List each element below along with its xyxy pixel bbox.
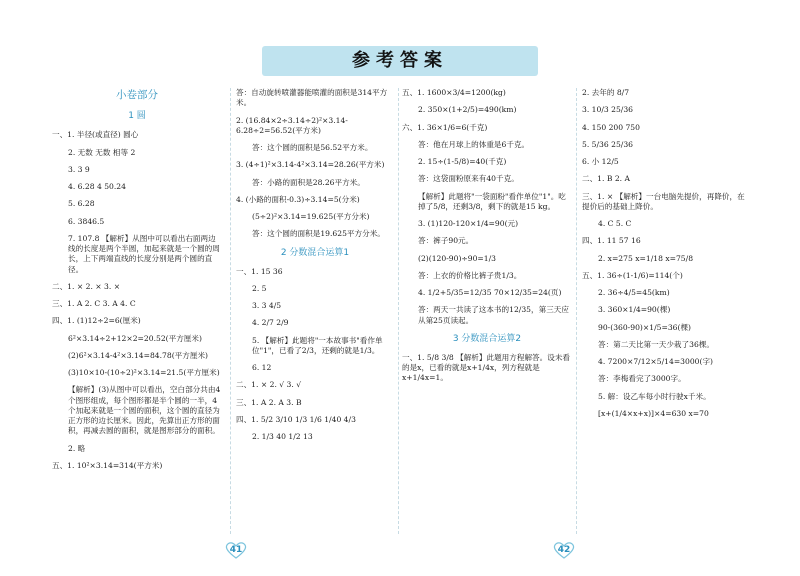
answer-line: 7. 107.8 【解析】从图中可以看出右面两边线的长度是两个半圆，加起来就是一个圆的周长，上下两端直线的长度分别是两个圆的直径。 (68, 233, 220, 274)
column-divider (230, 88, 231, 534)
column-3 (402, 88, 572, 391)
column-divider (576, 88, 577, 534)
unit-title: 3 分数混合运算2 (452, 333, 522, 344)
answer-line: 3. 360×1/4=90(棵) (598, 305, 671, 315)
answer-line: 2. 5 (252, 283, 267, 293)
answer-line: 5. 【解析】此题将"一本故事书"看作单位"1"，已看了2/3，还剩的就是1/3。 (252, 335, 383, 355)
answer-line: 答：两天一共读了这本书的12/35，第三天应从第25页读起。 (418, 305, 569, 325)
answer-line: 5. 解：设乙车每小时行驶x千米。 (598, 391, 711, 401)
answer-line: 四、1. (1)12÷2=6(厘米) (52, 316, 141, 326)
answer-line: 四、1. 5/2 3/10 1/3 1/6 1/40 4/3 (236, 414, 356, 424)
column-1 (52, 88, 222, 478)
answer-line: 三、1. A 2. C 3. A 4. C (52, 299, 136, 309)
answer-line: 答：这个圆的面积是19.625平方分米。 (252, 229, 385, 239)
answer-line: 一、1. 15 36 (236, 266, 283, 276)
answer-line: 3. (1)120-120×1/4=90(元) (418, 219, 519, 228)
answer-line: 答：这个圆的面积是56.52平方米。 (252, 143, 373, 152)
answer-line: 二、1. B 2. A (582, 174, 630, 184)
answer-line: 【解析】此题将"一袋面粉"看作单位"1"。吃掉了5/8，还剩3/8，剩下的就是15 kg。 (418, 191, 566, 211)
answer-line: [x+(1/4×x+x)]×4=630 x=70 (598, 408, 709, 418)
answer-line: 4. 2/7 2/9 (252, 318, 289, 328)
unit-title: 2 分数混合运算1 (280, 247, 350, 258)
page-number-right (552, 540, 576, 560)
answer-line: 五、1. 36÷(1-1/6)=114(个) (582, 270, 683, 280)
answer-line: 2. 15÷(1-5/8)=40(千克) (418, 157, 507, 166)
answer-line: 6. 3846.5 (68, 216, 105, 226)
answer-line: 答：自动旋转喷灌器能喷灌的面积是314平方米。 (236, 88, 388, 108)
unit-title: 1 圆 (128, 111, 146, 122)
answer-line: 4. C 5. C (598, 219, 632, 228)
answer-line: 一、1. 5/8 3/8 【解析】此题用方程解答。设未看的是x，已看的就是x+1/4x，列方程就是x+1/4x=1。 (402, 352, 571, 383)
answer-line: 三、1. A 2. A 3. B (236, 397, 302, 407)
answer-line: 2. 去年的 8/7 (582, 88, 630, 97)
answer-line: 2. 350×(1+2/5)=490(km) (418, 105, 517, 115)
answer-line: 2. 略 (68, 443, 86, 453)
section-title: 小卷部分 (116, 89, 158, 101)
answer-line: 4. 150 200 750 (582, 122, 640, 132)
answer-line: 答：这袋面粉原来有40千克。 (418, 174, 519, 184)
answer-line: 4. (小路的面积-0.3)÷3.14=5(分米) (236, 194, 360, 204)
answer-line: 3. 3 4/5 (252, 301, 282, 311)
answer-line: (2)6²×3.14-4²×3.14=84.78(平方厘米) (68, 350, 209, 360)
answer-line: 2. x=275 x=1/18 x=75/8 (598, 253, 694, 263)
answer-line: 5. 6.28 (68, 199, 95, 209)
answer-line: 3. (4÷1)²×3.14-4²×3.14=28.26(平方米) (236, 160, 385, 170)
answer-line: 2. 36÷4/5=45(km) (598, 288, 670, 297)
answer-line: (2)(120-90)÷90=1/3 (418, 253, 497, 263)
answer-line: 4. 7200×7/12×5/14=3000(字) (598, 357, 714, 366)
answer-line: 五、1. 10²×3.14=314(平方米) (52, 460, 163, 470)
answer-line: 二、1. × 2. × 3. × (52, 281, 121, 291)
answer-line: 答：小路的面积是28.26平方米。 (252, 177, 365, 187)
answer-line: 答：李梅看完了3000字。 (598, 374, 686, 384)
answer-line: 答：他在月球上的体重是6千克。 (418, 139, 530, 149)
answer-line: 答：上衣的价格比裤子贵1/3。 (418, 270, 522, 280)
page-number-label: 42 (557, 545, 571, 555)
answer-line: 4. 6.28 4 50.24 (68, 182, 126, 192)
answer-line: 【解析】(3)从图中可以看出，空白部分共由4个图形组成，每个图形都是半个圆的一半，4个加起来就是一个圆的面积，这个圆的直径为正方形的边长厘米。因此，先算出正方形的面积，再减去圆的面积，就是图形部分的面积。 (68, 385, 221, 436)
answer-line: 90-(360-90)×1/5=36(棵) (598, 322, 692, 332)
answer-line: 二、1. × 2. √ 3. √ (236, 380, 302, 390)
column-2 (236, 88, 394, 449)
answer-line: 一、1. 半径(或直径) 圆心 (52, 130, 139, 140)
page-number-left (224, 540, 248, 560)
answer-line: 5. 5/36 25/36 (582, 139, 634, 149)
answer-line: 四、1. 11 57 16 (582, 236, 641, 246)
answer-line: 答：裤子90元。 (418, 236, 474, 246)
answer-line: 4. 1/2+5/35=12/35 70×12/35=24(页) (418, 288, 562, 297)
answer-line: 3. 3 9 (68, 164, 90, 174)
answer-line: (5÷2)²×3.14=19.625(平方分米) (252, 212, 370, 221)
answer-line: 2. 无数 无数 相等 2 (68, 147, 136, 157)
answer-line: 三、1. × 【解析】一台电脑先提价，再降价，在提价后的基础上降价。 (582, 191, 745, 211)
column-divider (398, 88, 399, 534)
answer-line: 2. 1/3 40 1/2 13 (252, 432, 313, 442)
answer-line: 五、1. 1600×3/4=1200(kg) (402, 88, 506, 97)
answer-line: 6. 12 (252, 363, 272, 373)
page-number-label: 41 (229, 545, 243, 555)
answer-line: 2. (16.84×2÷3.14÷2)²×3.14-6.28÷2=56.52(平方米) (236, 115, 348, 135)
answer-key-banner: 参考答案 (262, 46, 538, 76)
column-4 (582, 88, 752, 426)
answer-line: 六、1. 36×1/6=6(千克) (402, 122, 488, 132)
answer-line: (3)10×10-(10÷2)²×3.14=21.5(平方厘米) (68, 368, 220, 378)
answer-line: 6. 小 12/5 (582, 157, 619, 166)
answer-line: 3. 10/3 25/36 (582, 105, 634, 115)
answer-line: 答：第二天比第一天少栽了36棵。 (598, 339, 714, 349)
answer-line: 6²×3.14÷2+12×2=20.52(平方厘米) (68, 333, 202, 343)
